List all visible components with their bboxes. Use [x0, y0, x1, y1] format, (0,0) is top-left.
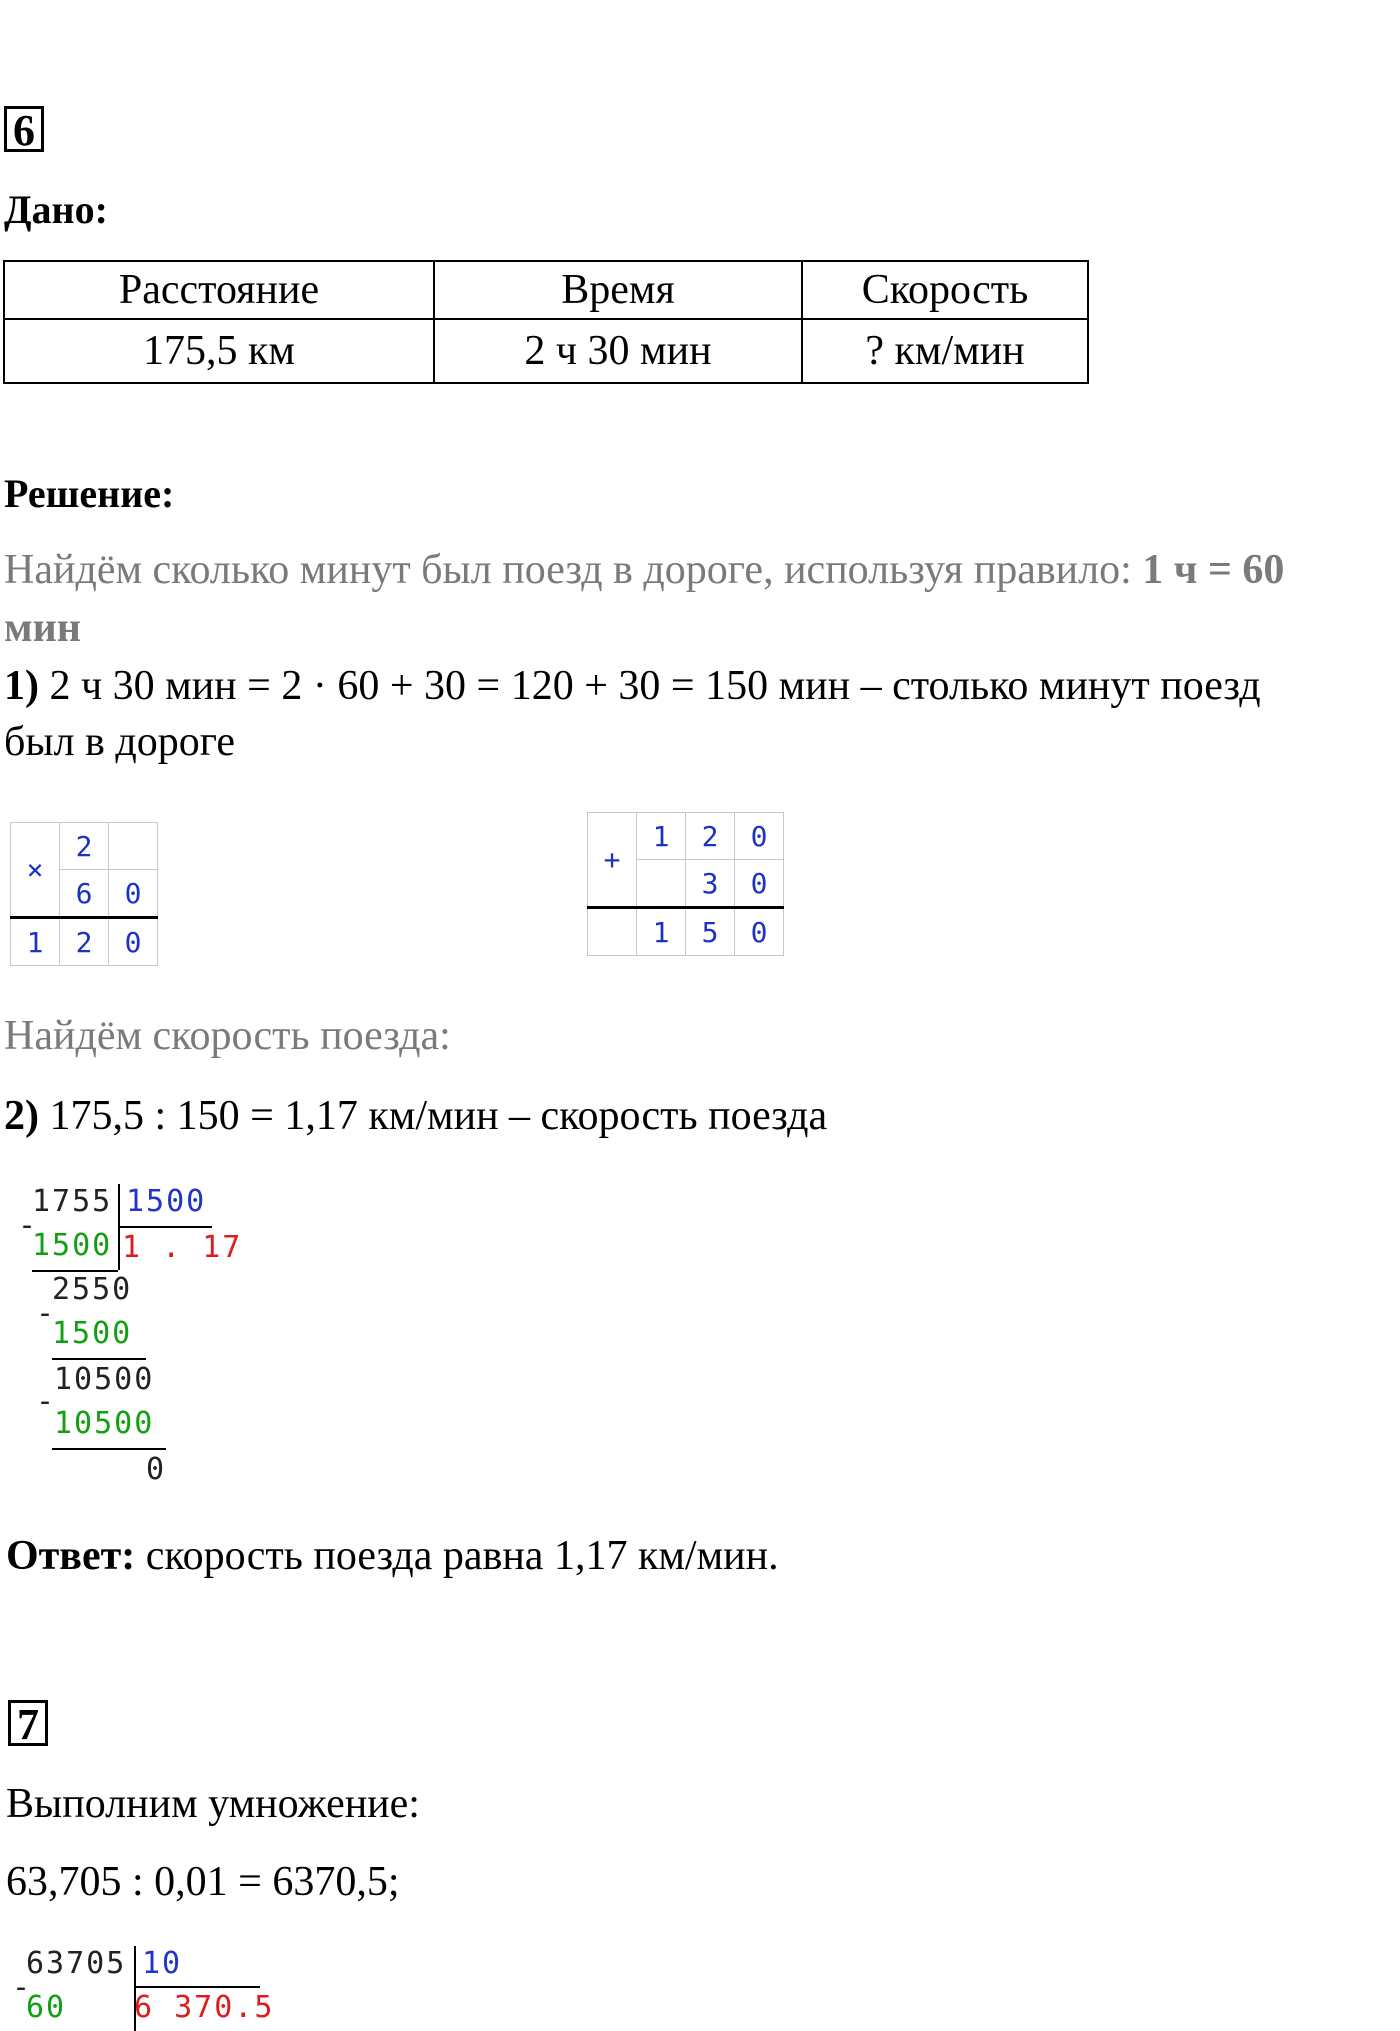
add-cell: 0: [735, 813, 784, 860]
add-result-cell: 5: [686, 908, 735, 956]
answer-6: [6, 1532, 779, 1580]
mult-cell: 2: [60, 823, 109, 870]
add-cell: [637, 860, 686, 908]
division-remainder-1: 2550: [52, 1272, 133, 1307]
division-subtrahend-1: 60: [26, 1990, 67, 2025]
hint-minutes-text: Найдём сколько минут был поезд в дороге, используя правило:: [4, 547, 1143, 593]
minus-sign: -: [12, 1970, 33, 2005]
answer-label: Ответ:: [6, 1533, 136, 1579]
given-table-value-row: [4, 319, 1088, 383]
add-result-cell: 1: [637, 908, 686, 956]
division-dividend: 63705: [26, 1946, 127, 1981]
hint-rule-cont: мин: [4, 605, 82, 651]
division-divisor-underline: [134, 1986, 260, 1988]
minus-sign: -: [36, 1384, 57, 1419]
mult-result-cell: 1: [11, 918, 60, 966]
division-underline-2: [52, 1358, 146, 1360]
division-subtrahend-1: 1500: [32, 1228, 113, 1263]
add-cell: 2: [686, 813, 735, 860]
add-cell: 1: [637, 813, 686, 860]
division-subtrahend-3: 10500: [54, 1406, 155, 1441]
division-subtrahend-2: 1500: [52, 1316, 133, 1351]
division-remainder-2: 10500: [54, 1362, 155, 1397]
add-cell: 0: [735, 860, 784, 908]
division-remainder-3: 0: [146, 1452, 167, 1487]
division-divisor: 10: [142, 1946, 183, 1981]
step-2-text: 175,5 : 150 = 1,17 км/мин – скорость поезда: [39, 1093, 828, 1139]
add-result-row: [588, 908, 784, 956]
equation-7: 63,705 : 0,01 = 6370,5;: [6, 1859, 400, 1905]
step-1-text: 2 ч 30 мин = 2 · 60 + 30 = 120 + 30 = 150 мин – столько минут поезд: [39, 663, 1261, 709]
step-1: [4, 662, 1261, 710]
step-1-cont: был в дороге: [4, 719, 236, 765]
division-divisor-underline: [118, 1226, 212, 1228]
hint-rule: 1 ч = 60: [1142, 547, 1285, 593]
task-number-6: 6: [4, 106, 44, 152]
value-distance: 175,5 км: [4, 319, 434, 383]
step-2-number: 2): [4, 1093, 39, 1139]
mult-result-cell: 2: [60, 918, 109, 966]
value-speed: ? км/мин: [802, 319, 1088, 383]
header-distance: Расстояние: [4, 261, 434, 319]
division-underline-3: [52, 1448, 166, 1450]
multiply-sign: ×: [11, 823, 60, 918]
minus-sign: -: [36, 1296, 57, 1331]
minus-sign: -: [18, 1208, 39, 1243]
mult-result-cell: 0: [109, 918, 158, 966]
task-number-7: 7: [8, 1700, 48, 1746]
given-table-header-row: [4, 261, 1088, 319]
mult-cell: 6: [60, 870, 109, 918]
add-row-1: [588, 813, 784, 860]
given-heading: Дано:: [4, 187, 108, 232]
given-table: [3, 260, 1089, 384]
mult-row-1: [11, 823, 158, 870]
value-time: 2 ч 30 мин: [434, 319, 802, 383]
division-divisor: 1500: [126, 1184, 207, 1219]
mult-result-row: [11, 918, 158, 966]
add-result-cell: 0: [735, 908, 784, 956]
add-cell: 3: [686, 860, 735, 908]
division-dividend: 1755: [32, 1184, 113, 1219]
step-1-number: 1): [4, 663, 39, 709]
add-result-cell: [588, 908, 637, 956]
division-quotient: 6 370.5: [134, 1990, 275, 2025]
hint-speed: Найдём скорость поезда:: [4, 1013, 451, 1059]
multiplication-column: [10, 822, 158, 966]
solution-heading: Решение:: [4, 471, 175, 516]
plus-sign: +: [588, 813, 637, 908]
mult-cell: [109, 823, 158, 870]
step-2: [4, 1092, 827, 1140]
answer-text: скорость поезда равна 1,17 км/мин.: [135, 1533, 779, 1579]
division-quotient: 1 . 17: [122, 1230, 243, 1265]
hint-minutes: [4, 546, 1284, 594]
header-speed: Скорость: [802, 261, 1088, 319]
header-time: Время: [434, 261, 802, 319]
mult-cell: 0: [109, 870, 158, 918]
addition-column: [587, 812, 784, 956]
intro-7: Выполним умножение:: [6, 1781, 420, 1827]
